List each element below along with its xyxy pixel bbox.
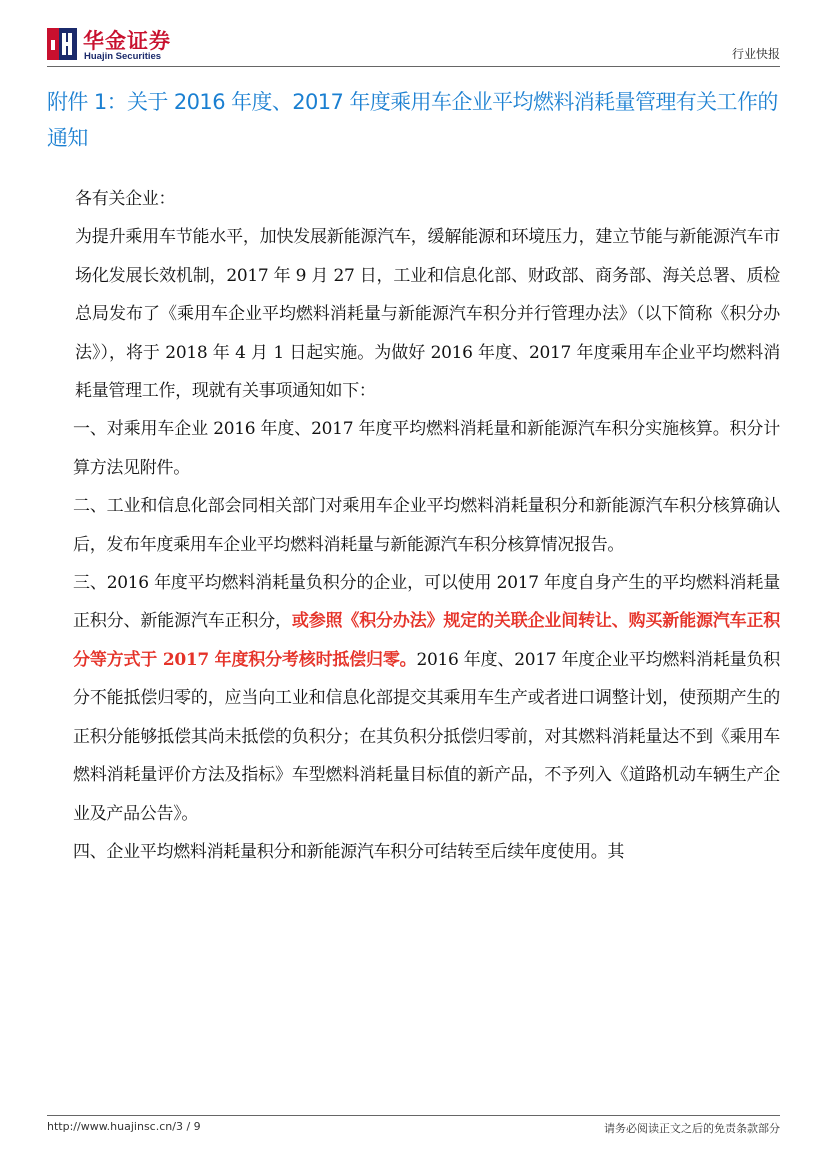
paragraph-item-4: 四、企业平均燃料消耗量积分和新能源汽车积分可结转至后续年度使用。其 bbox=[73, 841, 625, 862]
attachment-title: 附件 1：关于 2016 年度、2017 年度乘用车企业平均燃料消耗量管理有关工作的通知 bbox=[47, 90, 778, 150]
paragraph-intro: 为提升乘用车节能水平，加快发展新能源汽车，缓解能源和环境压力，建立节能与新能源汽车市场化发展长效机制，2017 年 9 月 27 日，工业和信息化部、财政部、商务部、海关总署、质检总局发布了《乘用车企业平均燃料消耗量与新能源汽车积分并行管理办法》（以下简称《积分办法》），将于 2018 年 4 月 1 日起实施。为做好 2016 年度、2017 年度乘用车企业平均燃料消耗量管理工作，现就有关事项通知如下： bbox=[75, 227, 780, 402]
header-divider bbox=[47, 66, 780, 67]
logo-english-name: Huajin Securities bbox=[84, 51, 162, 62]
footer-divider bbox=[47, 1115, 780, 1116]
item-3-highlight: 或参照《积分办法》规定的关联企业间转让、购买新能源汽车正积分等方式于 2017 年度积分考核时抵偿归零。 bbox=[73, 611, 780, 670]
paragraph-item-3 bbox=[73, 564, 780, 833]
logo-chinese-name: 华金证券 bbox=[83, 29, 171, 53]
report-type-label: 行业快报 bbox=[731, 47, 780, 61]
notice-body bbox=[75, 180, 780, 871]
item-3-text-start: 三、2016 年度平均燃料消耗量负积分的企业，可以使用 2017 年度自身产生的平均燃料消耗量正积分、新能源汽车正积分， bbox=[73, 573, 780, 632]
paragraph-item-2: 二、工业和信息化部会同相关部门对乘用车企业平均燃料消耗量积分和新能源汽车积分核算确认后，发布年度乘用车企业平均燃料消耗量与新能源汽车积分核算情况报告。 bbox=[73, 496, 780, 555]
footer-disclaimer: 请务必阅读正文之后的免责条款部分 bbox=[604, 1122, 780, 1135]
huajin-logo-icon bbox=[47, 28, 77, 60]
item-3-text-end: 2016 年度、2017 年度企业平均燃料消耗量负积分不能抵偿归零的，应当向工业和信息化部提交其乘用车生产或者进口调整计划，使预期产生的正积分能够抵偿其尚未抵偿的负积分；在其负积分抵偿归零前，对其燃料消耗量达不到《乘用车燃料消耗量评价方法及指标》车型燃料消耗量目标值的新产品，不予列入《道路机动车辆生产企业及产品公告》。 bbox=[73, 649, 780, 824]
footer-url-page[interactable]: http://www.huajinsc.cn/3 / 9 bbox=[47, 1120, 201, 1133]
paragraph-item-1: 一、对乘用车企业 2016 年度、2017 年度平均燃料消耗量和新能源汽车积分实施核算。积分计算方法见附件。 bbox=[73, 419, 780, 478]
salutation: 各有关企业： bbox=[75, 189, 176, 209]
